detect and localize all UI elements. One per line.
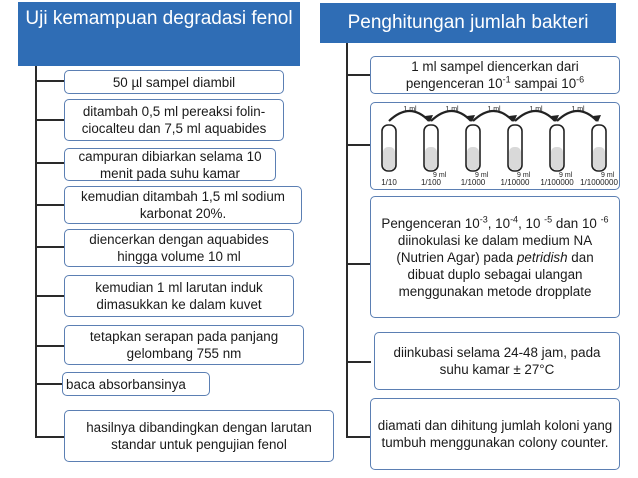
left-step-7	[64, 325, 304, 365]
right-branch-4	[346, 361, 371, 363]
left-branch-3	[35, 162, 65, 164]
right-step-1	[370, 56, 620, 94]
dilution-series-illustration	[371, 103, 620, 190]
right-step-4-text: diinkubasi selama 24-48 jam, pada suhu kamar ± 27°C	[393, 345, 601, 377]
tube-volume-label-6: 9 ml	[601, 172, 615, 179]
transfer-label-2: 1 ml	[445, 106, 459, 113]
left-branch-7	[35, 345, 65, 347]
right-step-3-text: Pengenceran $10^{-3}$, $10^{-4}$, 10 $^{-5}$ dan 10 $^{-6}$ diinokulasi ke dalam medium NA (Nutrien Agar) pada petridish dan dibuat duplo sebagai ulangan menggunakan metode dropplate	[381, 214, 609, 299]
tube-volume-label-2: 9 ml	[433, 172, 447, 179]
right-branch-1	[346, 74, 371, 76]
tube-liquid-1	[383, 147, 395, 170]
left-step-8-text: baca absorbansinya	[66, 376, 186, 392]
left-step-3-text: campuran dibiarkan selama 10 menit pada suhu kamar	[78, 148, 262, 181]
dilution-label-2: 1/100	[420, 178, 442, 187]
transfer-label-3: 1 ml	[487, 106, 501, 113]
left-step-9	[64, 410, 334, 462]
transfer-label-5: 1 ml	[571, 106, 585, 113]
right-trunk-line	[346, 43, 348, 438]
left-step-1	[64, 70, 284, 94]
left-step-2	[64, 99, 284, 141]
dilution-label-1: 1/10	[381, 178, 397, 187]
left-step-6-text: kemudian 1 ml larutan induk dimasukkan ke dalam kuvet	[95, 280, 263, 312]
right-branch-3	[346, 263, 371, 265]
dilution-label-4: 1/10000	[500, 178, 530, 187]
transfer-label-1: 1 ml	[403, 106, 417, 113]
tube-liquid-6	[593, 147, 605, 170]
right-header: Penghitungan jumlah bakteri	[320, 3, 616, 43]
right-branch-2	[346, 144, 371, 146]
left-step-6	[64, 275, 294, 317]
tube-volume-label-4: 9 ml	[517, 172, 531, 179]
left-step-8	[62, 372, 210, 396]
dilution-tubes-figure	[370, 102, 620, 190]
left-step-2-text: ditambah 0,5 ml pereaksi folin-ciocalteu dan 7,5 ml aquabides	[81, 104, 267, 136]
dilution-label-3: 1/1000	[460, 178, 486, 187]
left-step-4-text: kemudian ditambah 1,5 ml sodium karbonat 20%.	[81, 189, 285, 221]
right-branch-5	[346, 436, 371, 438]
left-step-5	[64, 229, 294, 267]
left-branch-8	[35, 383, 65, 385]
left-step-1-text: 50 µl sampel diambil	[112, 74, 236, 90]
tube-liquid-4	[509, 147, 521, 170]
left-step-9-text: hasilnya dibandingkan dengan larutan standar untuk pengujian fenol	[86, 420, 312, 452]
dilution-label-6: 1/1000000	[580, 178, 618, 187]
left-step-5-text: diencerkan dengan aquabides hingga volume 10 ml	[89, 232, 269, 264]
left-branch-5	[35, 246, 65, 248]
right-step-5-text: diamati dan dihitung jumlah koloni yang tumbuh menggunakan colony counter.	[377, 418, 613, 450]
right-step-4	[374, 332, 620, 390]
tube-liquid-2	[425, 147, 437, 170]
left-branch-2	[35, 119, 65, 121]
left-step-3	[64, 148, 276, 181]
transfer-label-4: 1 ml	[529, 106, 543, 113]
right-step-5	[370, 398, 620, 470]
left-header: Uji kemampuan degradasi fenol	[18, 2, 300, 66]
dilution-label-5: 1/100000	[540, 178, 574, 187]
tube-liquid-5	[551, 147, 563, 170]
left-branch-4	[35, 204, 65, 206]
right-step-1-text: 1 ml sampel diencerkan dari pengenceran $10^{-1}$ sampai $10^{-6}$	[405, 59, 585, 91]
right-step-3	[370, 196, 620, 318]
tube-volume-label-5: 9 ml	[559, 172, 573, 179]
left-branch-1	[35, 80, 65, 82]
left-step-7-text: tetapkan serapan pada panjang gelombang 755 nm	[89, 329, 279, 361]
left-step-4	[64, 186, 302, 224]
left-branch-9	[35, 436, 65, 438]
left-branch-6	[35, 295, 65, 297]
tube-liquid-3	[467, 147, 479, 170]
tube-volume-label-3: 9 ml	[475, 172, 489, 179]
